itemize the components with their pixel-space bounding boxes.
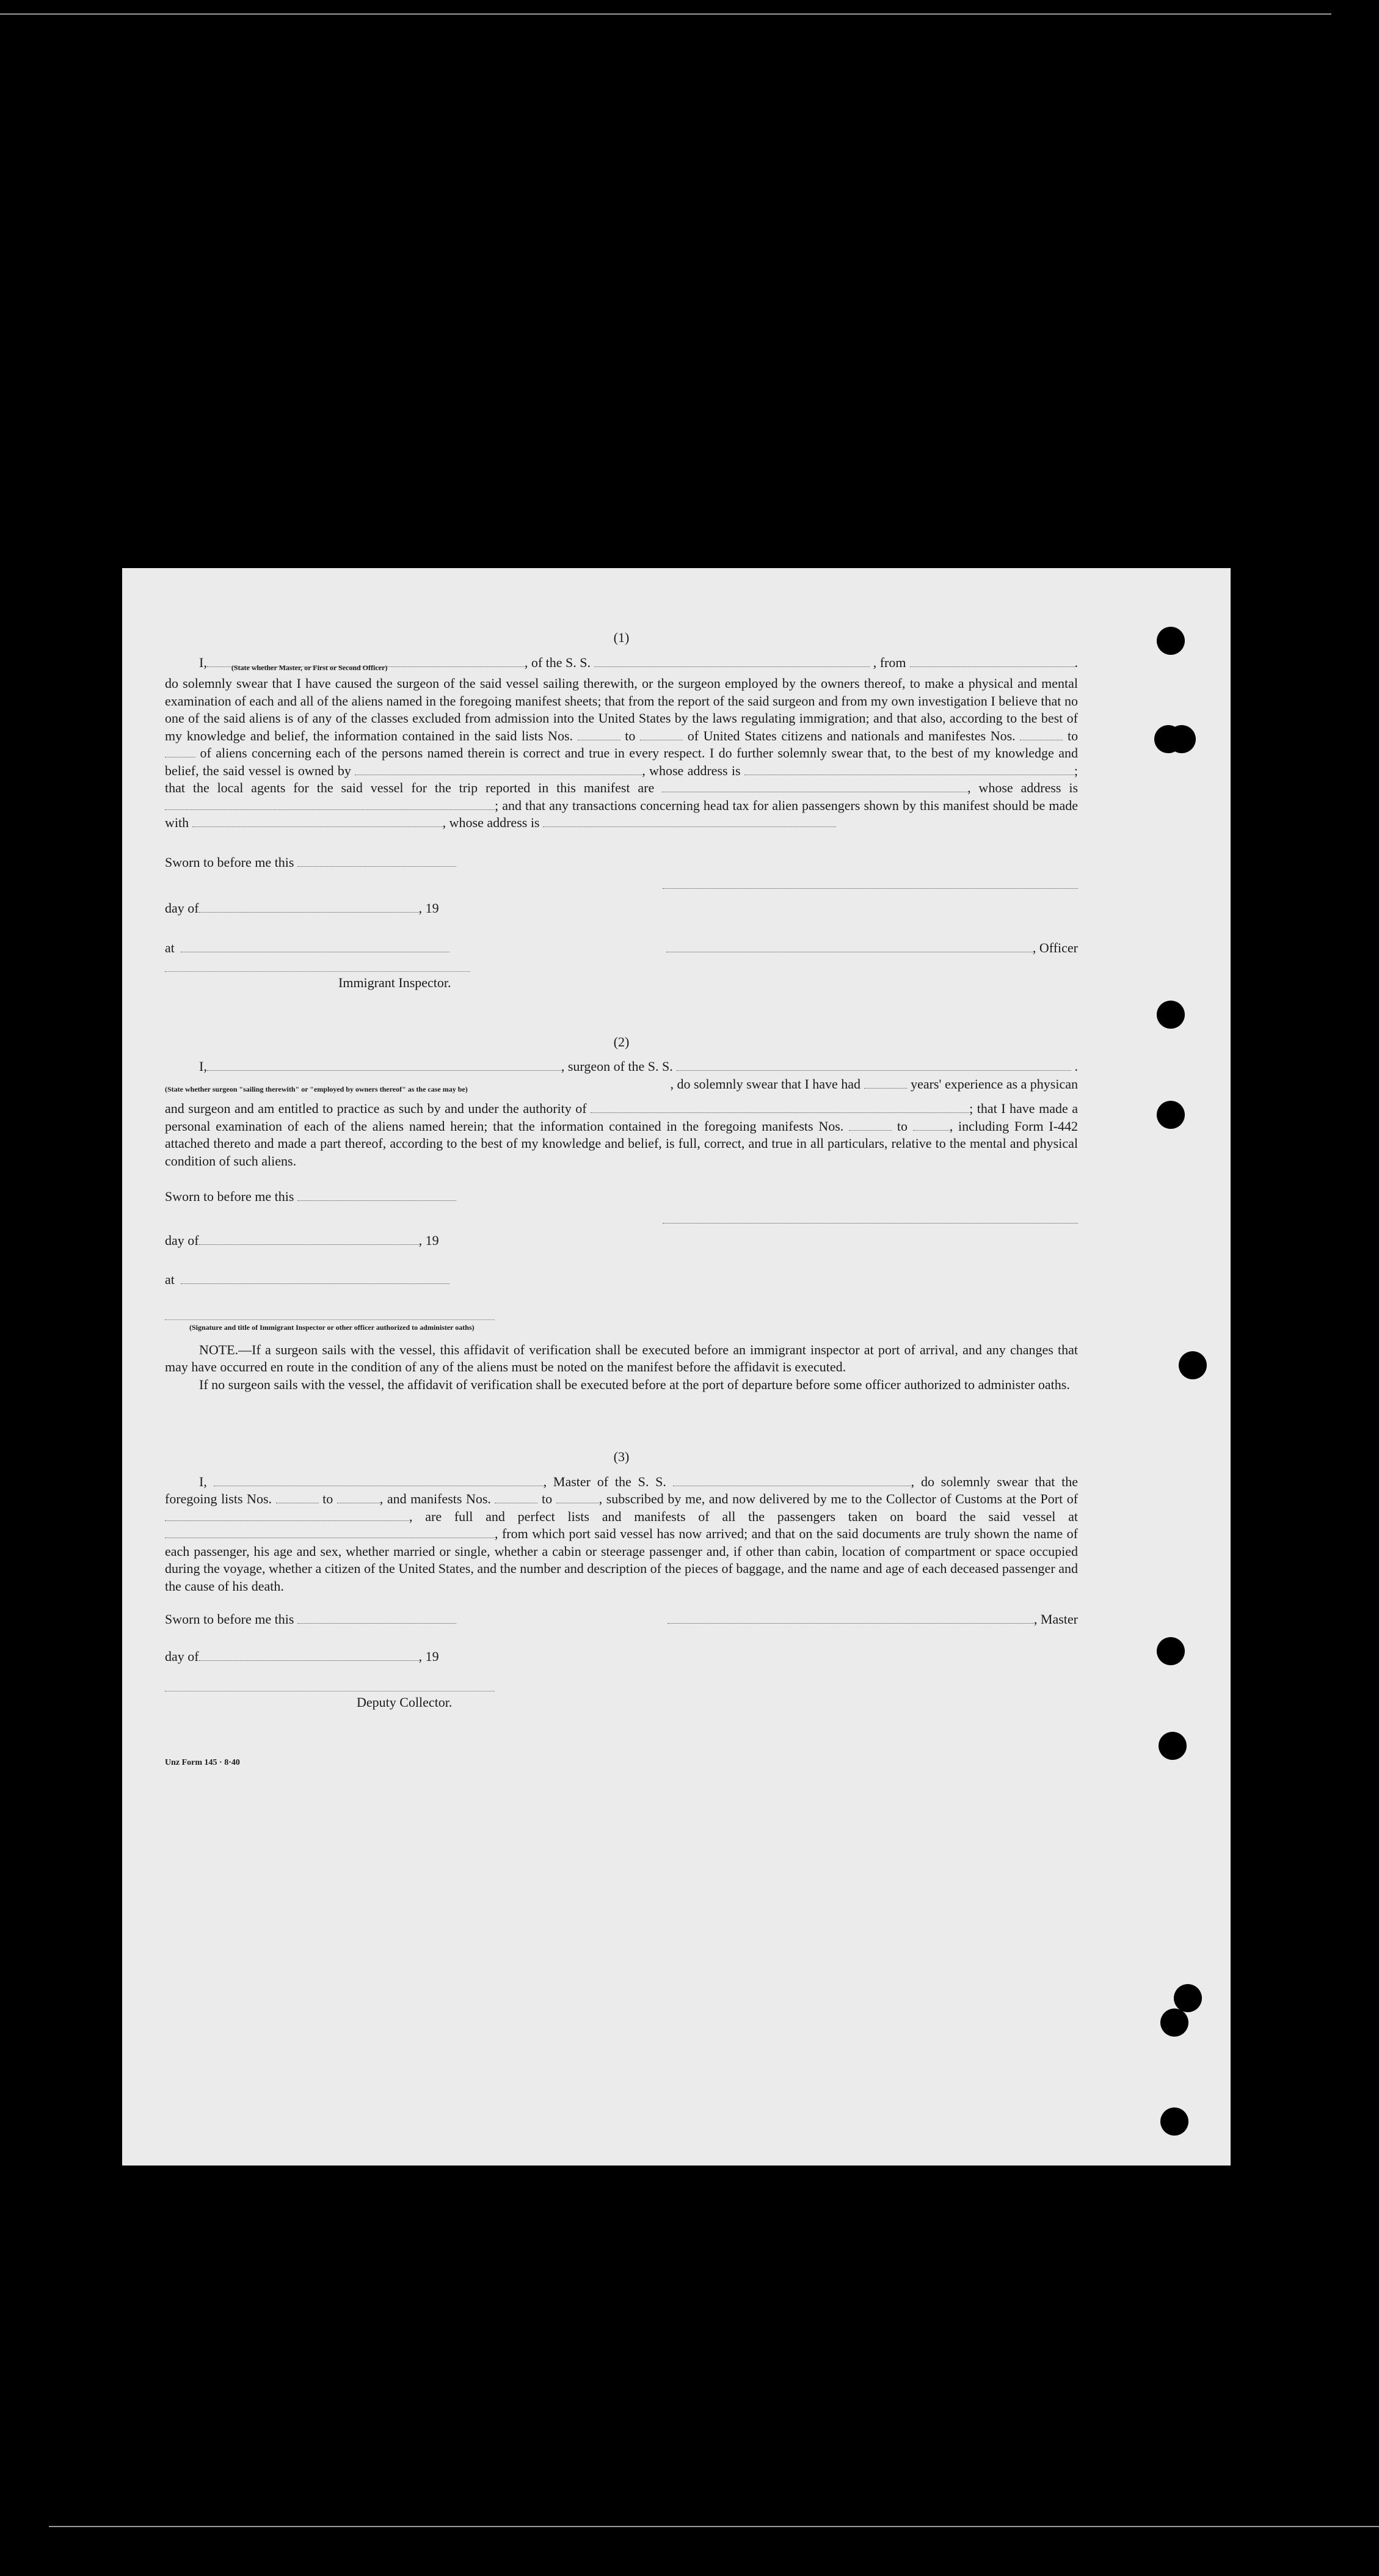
text-day-of: day of <box>165 1232 199 1248</box>
signature-note: (Signature and title of Immigrant Inspector or other officer authorized to administer oaths) <box>189 1323 475 1332</box>
line-signature-1 <box>165 877 1078 889</box>
blank-sworn-day <box>297 855 456 867</box>
punch-hole <box>1160 2009 1188 2037</box>
line-day-of <box>165 900 1078 918</box>
blank-manifests-to <box>556 1492 599 1503</box>
text-body: of United States citizens and nationals and manifestes Nos. <box>687 728 1016 743</box>
note-surgeon-sails: NOTE.—If a surgeon sails with the vessel, this affidavit of verification shall be executed before an immigrant inspector at port of arrival, and any changes that may have occurred en route in the condition of any of the aliens must be noted on the manifest before the affidavit is executed. <box>165 1341 1078 1374</box>
blank-authority <box>591 1101 969 1113</box>
blank-ship-name <box>677 1059 1071 1071</box>
text-at: at <box>165 940 175 955</box>
punch-hole <box>1157 1637 1185 1665</box>
blank-manifests-from <box>849 1119 892 1131</box>
affidavit-text <box>165 629 1078 1780</box>
text-agents: ; that the local agents for the said vessel for the trip reported in this manifest are <box>165 762 1079 795</box>
officer-note: (State whether Master, or First or Second Officer) <box>231 663 388 672</box>
blank-head-tax-address <box>543 815 836 827</box>
line-master-name: I, (State whether Master, or First or Second Officer) , of the S. S. , from . <box>199 654 1078 672</box>
blank-officer-signature <box>666 941 1033 952</box>
text-day-of: day of <box>165 900 199 916</box>
blank-agents <box>662 781 967 792</box>
text-manifests: , and manifests Nos. <box>379 1491 491 1506</box>
surgeon-note: (State whether surgeon "sailing therewith" or "employed by owners thereof" as the case may be) <box>165 1084 468 1093</box>
blank-owner <box>355 764 642 775</box>
text-transactions: ; and that any transactions concerning head tax for alien passengers shown by this manifest should be made with <box>165 797 1078 830</box>
blank-at-place <box>181 1272 449 1284</box>
section-2-surgeon-oath <box>165 1034 1078 1394</box>
blank-manifests-to <box>913 1119 950 1131</box>
blank-port <box>165 1509 409 1521</box>
text-body: of aliens concerning each of the persons named therein is correct and true in every respect. I do further solemnly swear that, to the best of my knowledge and belief, the said vessel is owned by <box>165 745 1078 778</box>
text-year: , 19 <box>418 1648 439 1664</box>
line-at <box>165 1271 1078 1289</box>
text-immigrant-inspector: Immigrant Inspector. <box>338 975 451 990</box>
text-taken-on-board: taken on board the said vessel at <box>848 1508 1078 1524</box>
punch-hole <box>1157 1101 1185 1129</box>
text-day-of: day of <box>165 1648 199 1664</box>
section-number: (1) <box>613 630 630 645</box>
blank-ship-name <box>673 1475 911 1486</box>
text-year: , 19 <box>418 900 439 916</box>
text-body: , including Form I-442 attached thereto and made a part thereof, according to the best of my knowledge and belief, is full, correct, and true in all particulars, relative to the mental and physical condition of such aliens. <box>165 1118 1079 1169</box>
text-delivered: , subscribed by me, and now delivered by me to the <box>599 1491 882 1506</box>
blank-agents-address <box>165 798 495 810</box>
blank-master-signature <box>668 1612 1034 1624</box>
line-signature-2 <box>165 1212 1078 1224</box>
blank-manifests-from <box>1020 729 1063 740</box>
text-i: I, <box>199 1473 207 1489</box>
blank-sworn-day <box>297 1612 456 1624</box>
manifest-affidavit-page <box>122 568 1231 2166</box>
blank-surgeon-name <box>207 1059 561 1071</box>
text-surgeon-of-ss: , surgeon of the S. S. <box>561 1059 673 1074</box>
line-surgeon-name: I, , surgeon of the S. S. . <box>165 1058 1078 1076</box>
section-number: (3) <box>613 1449 630 1464</box>
line-at-officer <box>165 940 1078 957</box>
film-bottom-rule <box>49 2526 1379 2527</box>
blank-officer-name <box>207 655 525 672</box>
punch-hole <box>1157 627 1185 655</box>
blank-month <box>199 901 419 913</box>
text-year: , 19 <box>418 1232 439 1248</box>
line-surgeon-swear <box>165 1076 1078 1093</box>
blank-owner-address <box>744 764 1074 775</box>
inspector-signature-line <box>165 970 470 972</box>
line-sworn-master <box>165 1611 1078 1629</box>
text-to: to <box>625 728 636 743</box>
line-day-of <box>165 1648 1078 1666</box>
text-to: to <box>897 1118 908 1134</box>
line-sworn <box>165 854 1078 872</box>
text-of-ss: , of the S. S. <box>524 654 591 670</box>
blank-manifests-to <box>165 746 195 757</box>
text-master-of-ss: , Master of the S. S. <box>543 1473 666 1489</box>
text-to: to <box>1067 728 1079 743</box>
text-sworn: Sworn to before me this <box>165 1189 294 1204</box>
blank-at-place <box>181 941 449 952</box>
section-1-master-oath <box>165 629 1078 992</box>
text-whose-address: , whose address is <box>967 780 1079 795</box>
blank-surgeon-signature <box>663 1212 1078 1224</box>
text-arrived: , from which port said vessel has now arrived; and <box>495 1526 771 1541</box>
text-years-experience: years' experience as a physican <box>911 1076 1078 1092</box>
blank-manifests-from <box>495 1492 537 1503</box>
text-sworn: Sworn to before me this <box>165 854 294 870</box>
text-body: and surgeon and am entitled to practice as such by and under the authority of <box>165 1101 587 1116</box>
blank-years <box>864 1077 907 1089</box>
text-to: to <box>322 1491 333 1506</box>
text-at: at <box>165 1272 175 1287</box>
punch-hole <box>1174 1984 1202 2012</box>
punch-hole <box>1160 2107 1188 2136</box>
text-deputy-collector: Deputy Collector. <box>357 1695 453 1710</box>
section-3-body <box>165 1473 1078 1596</box>
text-swear: , do solemnly swear <box>911 1473 1028 1489</box>
line-day-of <box>165 1232 1078 1250</box>
text-i: I, <box>199 654 207 670</box>
text-whose-address: whose address is <box>449 815 540 830</box>
blank-lists-to <box>337 1492 380 1503</box>
blank-lists-to <box>640 729 683 740</box>
section-number: (2) <box>613 1034 630 1049</box>
text-officer: , Officer <box>1032 940 1078 955</box>
note-no-surgeon: If no surgeon sails with the vessel, the affidavit of verification shall be executed before at the port of departure before some officer authorized to administer oaths. <box>199 1376 1070 1392</box>
blank-head-tax-party <box>192 815 443 827</box>
text-collector: Collector of Customs at the Port of <box>886 1491 1079 1506</box>
blank-master-name <box>214 1475 544 1486</box>
blank-signature <box>663 877 1078 889</box>
punch-hole <box>1159 1732 1187 1760</box>
text-swear: , do solemnly swear that I have had <box>670 1076 861 1092</box>
text-master: , Master <box>1033 1611 1078 1627</box>
punch-hole <box>1157 1001 1185 1029</box>
blank-lists-from <box>276 1492 319 1503</box>
section-2-body: and surgeon and am entitled to practice as such by and under the authority of ; that I have made a personal examination of each of the aliens named herein; that the information contained in the foregoing manifests Nos. to , including Form I-442 attached thereto and made a part thereof, according to the best of my knowledge and belief, is full, correct, and true in all particulars, relative to the mental and physical condition of such aliens. <box>165 1101 1079 1169</box>
text-i: I, <box>199 1059 207 1074</box>
blank-from-port <box>910 655 1075 667</box>
text-whose-address: , whose address is <box>642 762 741 778</box>
text-from: , from <box>873 654 906 670</box>
text-to: to <box>542 1491 553 1506</box>
blank-ship-name <box>594 655 870 667</box>
blank-lists-from <box>578 729 620 740</box>
section-3-master-delivery-oath <box>165 1448 1078 1771</box>
punch-hole <box>1179 1351 1207 1379</box>
text-body: do solemnly swear that I have caused the surgeon of the said vessel sailing therewith, or the surgeon employed by the owners thereof, to make a physical and mental examination of each and all of the aliens named in the foregoing manifest sheets; that from the report of the said surgeon and from my own investigation I believe that no one of the said aliens is of any of the classes excluded from admission into the United States by the laws regulating immigration; and that also, according to the best of my knowledge and belief, the information contained in the said lists Nos. <box>165 676 1078 743</box>
text-perfect-lists: , are full and perfect lists and manifests of all the passengers <box>409 1508 836 1524</box>
film-top-rule <box>0 13 1331 15</box>
form-number: Unz Form 145 · 8·40 <box>165 1757 240 1767</box>
deputy-signature-line <box>165 1690 495 1691</box>
official-signature-line <box>165 1318 495 1320</box>
text-body: that on the said documents are truly shown the name of each passenger, his age and sex, whether married or single, whether a cabin or steerage passenger and, if other than cabin, location of compartment or space occupied during the voyage, whether a citizen of the United States, and the number and description of the pieces of baggage, and the name and age of each deceased passenger and the cause of his death. <box>165 1526 1078 1594</box>
blank-month <box>199 1649 419 1661</box>
text-body: that I have made a personal examination of each of the aliens named herein; that the information contained in the foregoing manifests Nos. <box>165 1101 1078 1134</box>
blank-departure-port <box>165 1527 495 1538</box>
blank-sworn-day <box>297 1189 456 1201</box>
text-lists: that the foregoing lists Nos. <box>165 1473 1078 1506</box>
blank-month <box>199 1233 419 1245</box>
section-1-body: do solemnly swear that I have caused the surgeon of the said vessel sailing therewith, or the surgeon employed by the owners thereof, to make a physical and mental examination of each and all of the aliens named in the foregoing manifest sheets; that from the report of the said surgeon and from my own investigation I believe that no one of the said aliens is of any of the classes excluded from admission into the United States by the laws regulating immigration; and that also, according to the best of my knowledge and belief, the information contained in the said lists Nos. to of United States citizens and nationals and manifestes Nos. to of aliens concerning each of the persons named therein is correct and true in every respect. I do further solemnly swear that, to the best of my knowledge and belief, the said vessel is owned by , whose address is ; that the local agents for the said vessel for the trip reported in this manifest are , whose address is ; and that any transactions concerning head tax for alien passengers shown by this manifest should be made with , whose address is <box>165 676 1079 830</box>
text-sworn: Sworn to before me this <box>165 1611 294 1627</box>
punch-hole <box>1168 725 1196 753</box>
line-sworn <box>165 1188 1078 1206</box>
